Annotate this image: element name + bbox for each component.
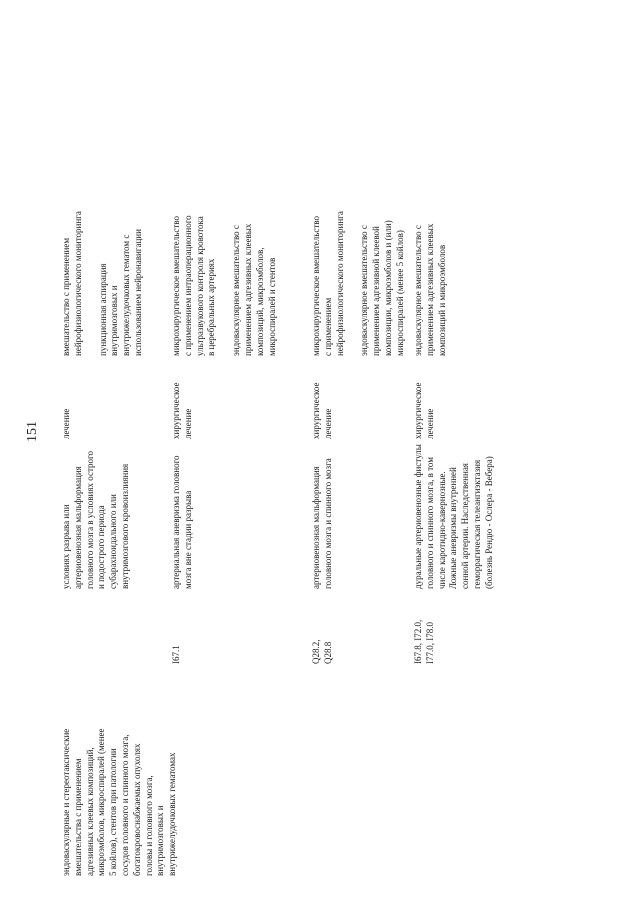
method-group-text: эндоваскулярные и стереотаксические вмешательства с применением адгезивных клеевых композиций, микроэмболов, микроспиралей (менее 5 койлов), стентов при патологии сосудов головного и спинного мозга, богатокровоснабжаемых опухолях головы и головного мозга, внутримозговых и внутрижелудочковых гематомах <box>61 728 178 876</box>
row-2-method-1: микрохирургическое вмешательство с применением нейрофизиологического мониторинга <box>311 211 345 356</box>
row-2-method-2: эндоваскулярное вмешательство с применением адгезивной клеевой композиции, микроэмболов и (или) микроспиралей (менее 5 койлов) <box>359 220 405 356</box>
row-2-diagnosis: артериовенозная мальформация головного мозга и спинного мозга <box>311 458 333 589</box>
row-1-method-2: эндоваскулярное вмешательство с применением адгезивных клеевых композиций, микроэмболов, микроспиралей и стентов <box>231 223 277 356</box>
row-1-diagnosis: артериальная аневризма головного мозга вне стадии разрыва <box>171 455 193 589</box>
row-0-method-2: пункционная аспирация внутримозговых и внутрижелудочковых гематом с использованием нейронавигации <box>97 229 143 356</box>
row-3-method-1: эндоваскулярное вмешательство с применением адгезивных клеевых композиций и микроэмболов <box>413 223 447 356</box>
page-number: 151 <box>25 421 40 442</box>
row-3-diagnosis: дуральные артериовенозные фистулы головного и спинного мозга, в том числе каротидно-кавернозные. Ложные аневризмы внутренней сонной артерии. Наследственная геморрагическая телеангиэктазия (болезнь Рендю - Ослера - Вебера) <box>413 444 494 589</box>
row-3-treatment-type: хирургическое лечение <box>413 382 435 439</box>
row-1-treatment-type: хирургическое лечение <box>171 382 193 439</box>
rotated-table <box>61 11 494 876</box>
row-3-codes: I67.8, I72.0, I77.0, I78.0 <box>413 619 435 664</box>
row-0-methods <box>61 211 145 356</box>
row-1-codes: I67.1 <box>171 645 181 664</box>
row-0-diagnosis: условиях разрыва или артериовенозная мальформация головного мозга в условиях острого и подострого периода субарахноидального или внутримозгового кровоизлияния <box>61 451 130 589</box>
row-0-treatment-type: лечение <box>61 408 71 439</box>
row-2-codes: Q28.2, Q28.8 <box>311 639 333 664</box>
method-group-description <box>61 726 179 876</box>
row-2-treatment-type: хирургическое лечение <box>311 382 333 439</box>
row-3-methods <box>413 211 448 356</box>
row-1-method-1: микрохирургическое вмешательство с применением интраоперационного ультразвукового контроля кровотока в церебральных артериях <box>171 215 217 356</box>
row-2-methods <box>311 211 407 356</box>
row-0-method-1: вмешательство с применением нейрофизиологического мониторинга <box>61 211 83 356</box>
row-1-methods <box>171 211 278 356</box>
